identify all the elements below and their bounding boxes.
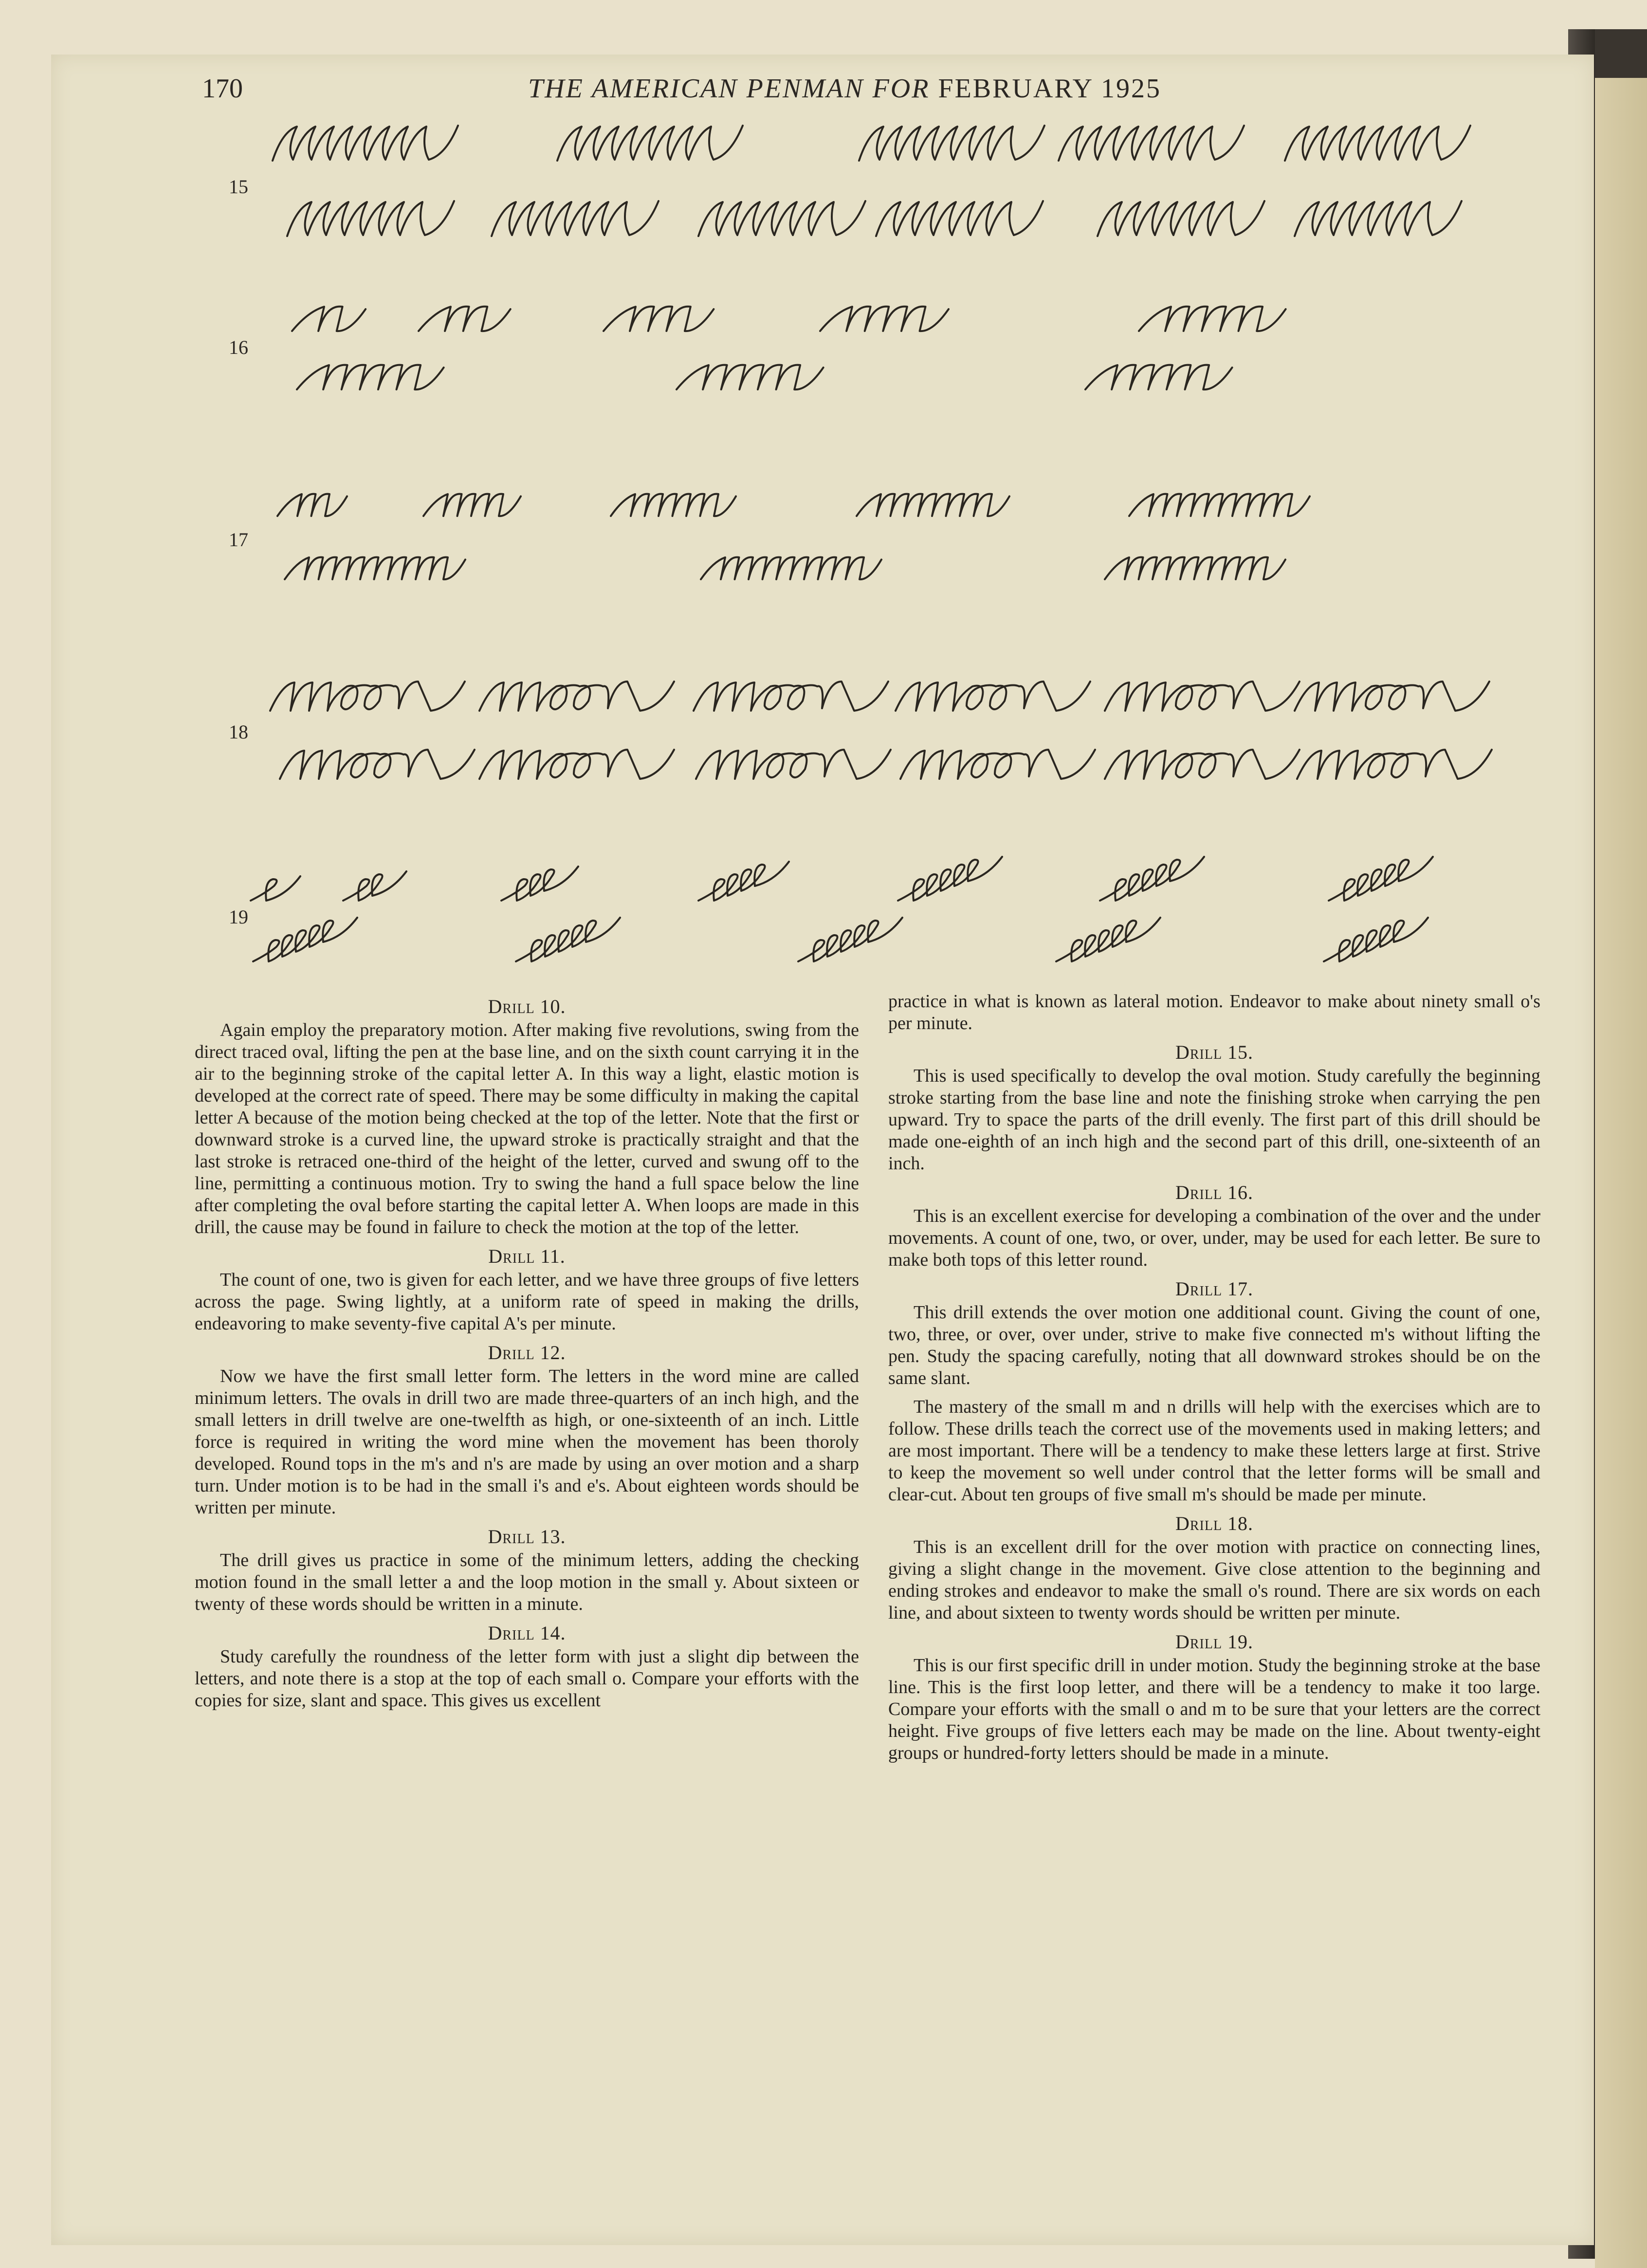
- drill19-row1-group-6: [1100, 857, 1204, 901]
- drill-paragraph: The count of one, two is given for each letter, and we have three groups of five letters across the page. Swing lightly, at a uniform rate of speed in making the drills, endeavoring to make seventy-five capital A's per minute.: [195, 1270, 859, 1334]
- drill-heading: Drill 14.: [488, 1622, 566, 1644]
- drill-paragraph: This is our first specific drill in under motion. Study the beginning stroke at the base line. This is the first loop letter, and there will be a tendency to make it too large. Compare your efforts with the small o and m to be sure that your letters are the correct height. Five groups of five letters each may be made on the line. About twenty-eight groups or hundred-forty letters should be made in a minute.: [888, 1655, 1540, 1763]
- drill16-row1-group-4: [820, 307, 949, 332]
- drill-heading: Drill 10.: [488, 996, 566, 1017]
- drill15-row2-group-1: [287, 201, 454, 236]
- drill19-row2-group-4: [1056, 918, 1160, 961]
- drill19-row1-group-5: [898, 857, 1002, 901]
- drill-number-17: 17: [229, 529, 248, 551]
- drill18-row1-word-2: [479, 682, 674, 711]
- drill-heading: Drill 19.: [1175, 1631, 1254, 1653]
- drill-heading: Drill 11.: [488, 1245, 566, 1267]
- drill-paragraph: This is an excellent exercise for developing a combination of the over and the under movements. A count of one, two, or over, under, may be used for each letter. Be sure to make both tops of this letter round.: [888, 1206, 1540, 1270]
- drill18-row1-word-1: [270, 682, 465, 711]
- drill18-row1-word-5: [1105, 682, 1299, 711]
- drill-paragraph: The mastery of the small m and n drills will help with the exercises which are to follow. These drills teach the correct use of the movements used in making letters; and are most important. There will be a tendency to make these letters large at first. Strive to keep the movement so well under control that the letter forms will be small and clear-cut. About ten groups of five small m's should be made per minute.: [888, 1397, 1540, 1505]
- right-text-column: [888, 991, 1540, 1771]
- drill16-row2-group-1: [297, 365, 444, 390]
- drill15-row2-group-4: [876, 201, 1043, 236]
- drill18-row2-word-4: [900, 750, 1095, 779]
- drill15-row2-group-5: [1098, 201, 1264, 236]
- drill-paragraph: The drill gives us practice in some of the minimum letters, adding the checking motion found in the small letter a and the loop motion in the small y. About sixteen or twenty of these words should be written in a minute.: [195, 1550, 859, 1614]
- drill15-row2-group-6: [1295, 201, 1462, 236]
- drill16-row1-group-5: [1139, 307, 1286, 332]
- drill-paragraph: This drill extends the over motion one additional count. Giving the count of one, two, three, or over, over under, strive to make five connected m's without lifting the pen. Study the spacing carefully, noting that all downward strokes should be on the same slant.: [888, 1302, 1540, 1388]
- drill18-row2-word-2: [479, 750, 674, 779]
- drill15-row1-group-1: [273, 126, 458, 161]
- drill17-row1-group-1: [277, 494, 347, 516]
- drill15-row1-group-4: [1059, 126, 1244, 161]
- drill17-row1-group-3: [611, 494, 736, 516]
- penmanship-script-exercises: [0, 0, 1647, 983]
- drill15-row1-group-3: [859, 126, 1044, 161]
- drill19-row1-group-4: [698, 862, 789, 901]
- drill15-row2-group-2: [492, 201, 659, 236]
- drill18-row2-word-1: [280, 750, 475, 779]
- drill19-row1-group-2: [343, 871, 406, 901]
- drill16-row1-group-1: [292, 307, 366, 332]
- issue-date: FEBRUARY 1925: [938, 74, 1161, 104]
- drill16-row2-group-3: [1085, 365, 1232, 390]
- drill-paragraph: Now we have the first small letter form. The letters in the word mine are called minimum letters. The ovals in drill two are made three-quarters of an inch high, and the small letters in drill twelve are one-twelfth as high, or one-sixteenth of an inch. Little force is required in writing the word mine when the movement has been thoroly developed. Round tops in the m's and n's are made by using an over motion and a sharp turn. Under motion is to be had in the small i's and e's. About eighteen words should be written per minute.: [195, 1366, 859, 1518]
- drill-paragraph: Again employ the preparatory motion. After making five revolutions, swing from the direct traced oval, lifting the pen at the base line, and on the sixth count carrying it in the air to the beginning stroke of the capital letter A. In this way a light, elastic motion is developed at the correct rate of speed. There may be some difficulty in making the capital letter A because of the motion being checked at the top of the letter. Note that the first or downward stroke is a curved line, the upward stroke is practically straight and that the last stroke is retraced one-third of the height of the letter, curved and swung off to the line, permitting a continuous motion. Try to swing the hand a full space below the line after completing the oval before starting the capital letter A. When loops are made in this drill, the cause may be found in failure to check the motion at the top of the letter.: [195, 1020, 859, 1237]
- drill17-row2-group-2: [701, 557, 881, 579]
- drill18-row2-word-5: [1105, 750, 1299, 779]
- journal-title: THE AMERICAN PENMAN FOR: [528, 74, 938, 104]
- drill17-row2-group-1: [285, 557, 465, 579]
- drill15-row2-group-3: [698, 201, 865, 236]
- drill18-row2-word-6: [1297, 750, 1492, 779]
- drill-heading: Drill 16.: [1175, 1181, 1254, 1203]
- drill19-row1-group-1: [251, 876, 300, 901]
- drill-number-18: 18: [229, 721, 248, 743]
- drill-number-19: 19: [229, 906, 248, 928]
- drill-paragraph: practice in what is known as lateral motion. Endeavor to make about ninety small o's per minute.: [888, 991, 1540, 1033]
- drill17-row1-group-2: [423, 494, 521, 516]
- page-number: 170: [202, 74, 243, 104]
- drill-heading: Drill 13.: [488, 1526, 566, 1548]
- drill-paragraph: This is an excellent drill for the over motion with practice on connecting lines, giving a slight change in the movement. Give close attention to the beginning and ending strokes and endeavor to make the small o's round. There are six words on each line, and about sixteen to twenty words should be written per minute.: [888, 1537, 1540, 1623]
- drill18-row2-word-3: [696, 750, 891, 779]
- drill19-row2-group-3: [798, 918, 902, 961]
- drill19-row2-group-1: [253, 918, 357, 961]
- drill-number-15: 15: [229, 176, 248, 198]
- drill15-row1-group-2: [557, 126, 743, 161]
- drill19-row2-group-2: [516, 918, 620, 961]
- drill-heading: Drill 17.: [1175, 1278, 1254, 1300]
- drill-paragraph: Study carefully the roundness of the letter form with just a slight dip between the letters, and note there is a stop at the top of each small o. Compare your efforts with the copies for size, slant and space. This gives us excellent: [195, 1646, 859, 1711]
- drill18-row1-word-3: [694, 682, 888, 711]
- drill16-row2-group-2: [677, 365, 824, 390]
- drill17-row2-group-3: [1105, 557, 1285, 579]
- drill19-row2-group-5: [1324, 918, 1428, 961]
- drill16-row1-group-2: [419, 307, 511, 332]
- drill-paragraph: This is used specifically to develop the oval motion. Study carefully the beginning stroke starting from the base line and note the finishing stroke when carrying the pen upward. Try to space the parts of the drill evenly. The first part of this drill should be made one-eighth of an inch high and the second part of this drill, one-sixteenth of an inch.: [888, 1066, 1540, 1174]
- drill-heading: Drill 18.: [1175, 1512, 1254, 1534]
- left-text-column: [195, 991, 859, 1718]
- drill18-row1-word-4: [896, 682, 1090, 711]
- drill15-row1-group-5: [1285, 126, 1470, 161]
- drill19-row1-group-7: [1329, 857, 1433, 901]
- drill18-row1-word-6: [1295, 682, 1489, 711]
- drill-heading: Drill 12.: [488, 1342, 566, 1364]
- drill19-row1-group-3: [501, 867, 578, 901]
- drill16-row1-group-3: [604, 307, 714, 332]
- drill17-row1-group-5: [1129, 494, 1310, 516]
- drill17-row1-group-4: [857, 494, 1009, 516]
- drill-heading: Drill 15.: [1175, 1041, 1254, 1063]
- drill-number-16: 16: [229, 336, 248, 358]
